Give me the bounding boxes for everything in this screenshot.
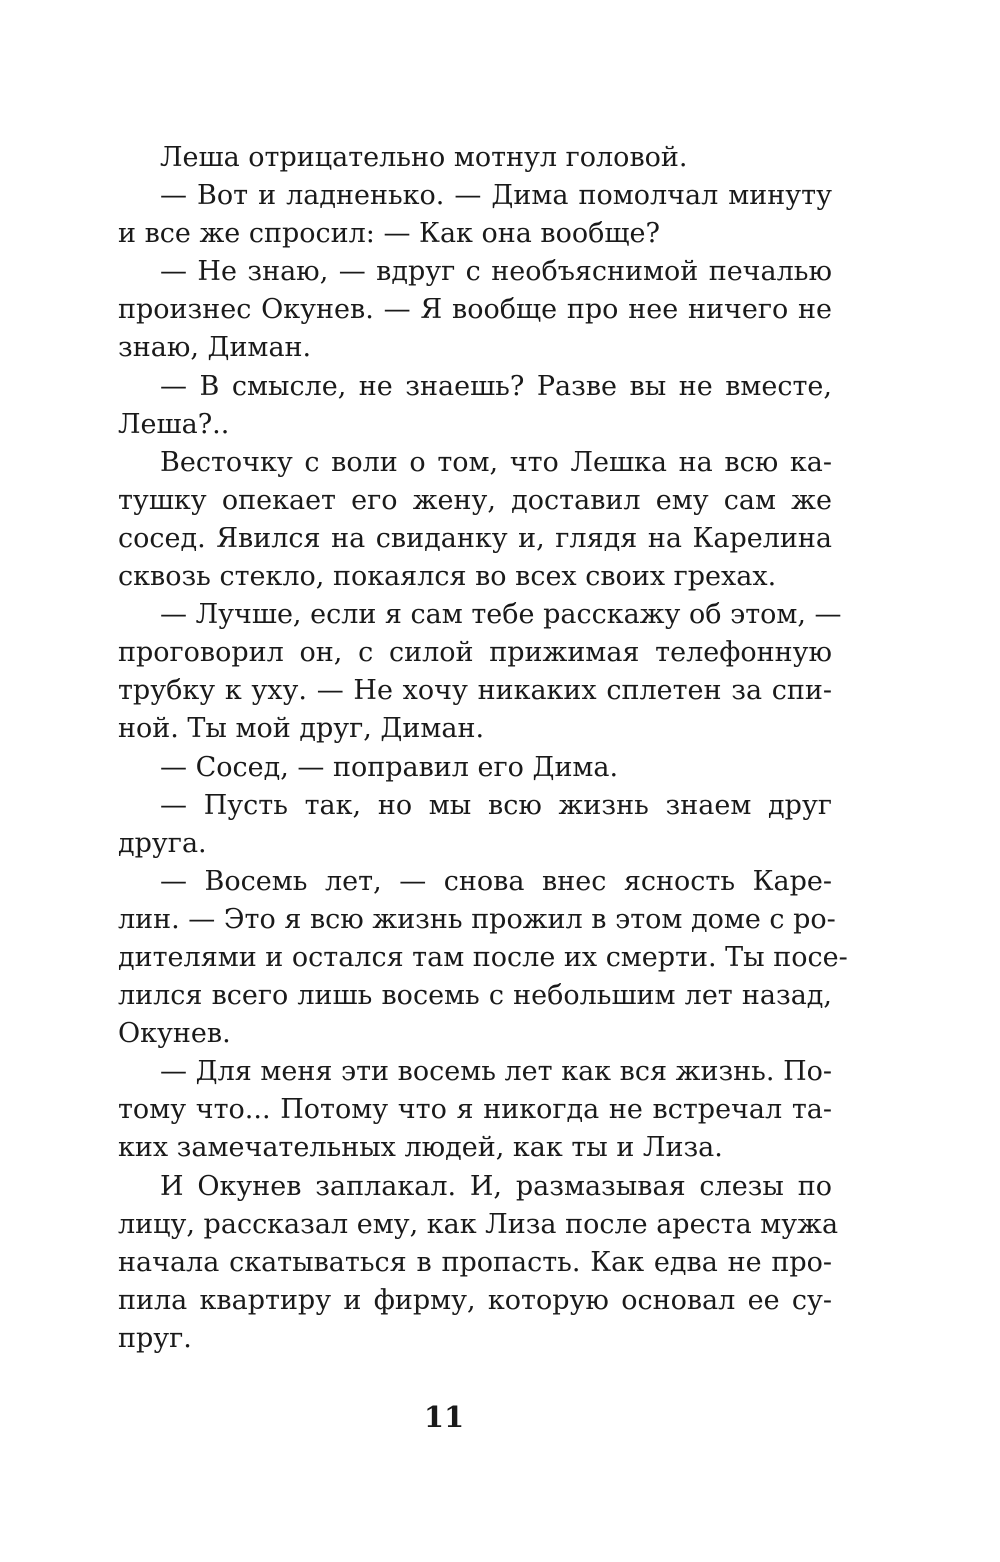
- text-line: лицу, рассказал ему, как Лиза после ареста мужа: [118, 1208, 839, 1240]
- text-line: — В смысле, не знаешь? Разве вы не вместе,: [160, 370, 832, 402]
- text-line: лин. — Это я всю жизнь прожил в этом доме с ро-: [118, 903, 836, 935]
- text-line: Леша?..: [118, 408, 230, 440]
- text-line: ной. Ты мой друг, Диман.: [118, 713, 485, 745]
- text-line: — Вот и ладненько. — Дима помолчал минуту: [160, 180, 832, 212]
- text-line: ких замечательных людей, как ты и Лиза.: [118, 1132, 723, 1164]
- text-line: Окунев.: [118, 1018, 231, 1050]
- text-line: трубку к уху. — Не хочу никаких сплетен за спи-: [118, 675, 832, 707]
- text-line: — Восемь лет, — снова внес ясность Каре-: [160, 865, 832, 897]
- text-line: — Пусть так, но мы всю жизнь знаем друг: [160, 789, 832, 821]
- text-line: тушку опекает его жену, доставил ему сам же: [118, 484, 832, 516]
- text-line: и все же спросил: — Как она вообще?: [118, 218, 660, 250]
- text-line: дителями и остался там после их смерти. Ты посе-: [118, 941, 848, 973]
- text-line: друга.: [118, 827, 207, 859]
- text-line: — Лучше, если я сам тебе расскажу об этом, —: [160, 599, 842, 631]
- page-number: 11: [423, 1400, 465, 1434]
- text-line: пила квартиру и фирму, которую основал ее су-: [118, 1284, 832, 1316]
- text-line: сквозь стекло, покаялся во всех своих грехах.: [118, 561, 777, 593]
- body-text: [118, 139, 848, 1358]
- text-line: сосед. Явился на свиданку и, глядя на Карелина: [118, 522, 832, 554]
- text-line: проговорил он, с силой прижимая телефонную: [118, 637, 832, 669]
- text-line: произнес Окунев. — Я вообще про нее ничего не: [118, 294, 832, 326]
- text-line: Леша отрицательно мотнул головой.: [160, 142, 688, 173]
- text-line: Весточку с воли о том, что Лешка на всю ка-: [160, 446, 832, 478]
- text-line: лился всего лишь восемь с небольшим лет назад,: [118, 980, 832, 1012]
- text-line: — Сосед, — поправил его Дима.: [160, 751, 619, 783]
- text-line: знаю, Диман.: [118, 332, 312, 364]
- text-line: — Не знаю, — вдруг с необъяснимой печалью: [160, 256, 832, 288]
- text-line: — Для меня эти восемь лет как вся жизнь. По-: [160, 1056, 832, 1088]
- text-line: И Окунев заплакал. И, размазывая слезы по: [160, 1170, 832, 1202]
- text-line: начала скатываться в пропасть. Как едва не про-: [118, 1246, 832, 1278]
- text-line: пруг.: [118, 1322, 192, 1354]
- text-line: тому что... Потому что я никогда не встречал та-: [118, 1094, 832, 1126]
